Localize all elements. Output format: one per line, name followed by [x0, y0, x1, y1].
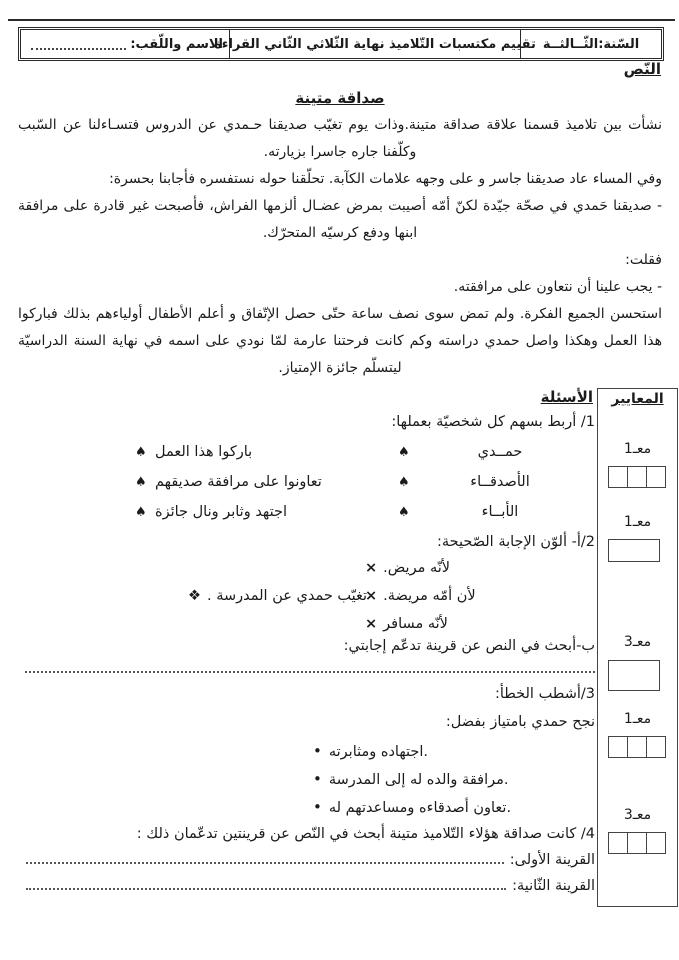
story-paragraph: - صديقنا حَمدي في صحّة جيّدة لكنّ أمّه أصيبت بمرض عضـال ألزمها الفراش، فأصبحت غير قادرة على مرافقة ابنها ودفع كرسيّه المتحرّك. — [18, 198, 662, 241]
score-cell — [647, 466, 666, 488]
criteria-label: معـ3 — [623, 634, 652, 650]
score-cell — [608, 832, 628, 854]
clue2-answer-line — [26, 878, 506, 890]
story-text — [18, 86, 662, 382]
q3-item — [313, 770, 509, 788]
q2-option — [365, 616, 448, 632]
score-cell — [608, 736, 628, 758]
q2a-label: 2/أ- ألوّن الإجابة الصّحيحة: — [436, 534, 595, 550]
clue2-label: القرينة الثّانية: — [512, 878, 595, 894]
criteria-score-box — [608, 736, 666, 758]
score-cell — [647, 736, 666, 758]
q1-label: 1/ أربط بسهم كل شخصيّة بعملها: — [391, 414, 595, 430]
bullet-icon: • — [313, 798, 322, 816]
story-title: صداقة متينة — [295, 89, 385, 107]
q2-option — [365, 588, 476, 604]
bullet-icon: • — [313, 742, 322, 760]
q3-item-text: تعاون أصدقاءه ومساعدتهم له. — [328, 800, 512, 816]
text-section-label: النّص — [623, 60, 661, 78]
match-row — [20, 504, 595, 530]
spade-icon: ♠ — [398, 475, 410, 490]
score-cell — [647, 832, 666, 854]
spade-icon: ♠ — [135, 505, 147, 520]
score-cell — [608, 539, 660, 562]
exam-title: تقييم مكتسبات التّلاميذ نهاية الثّلاثي الثّاني القراءة — [214, 36, 536, 52]
year-cell — [520, 30, 661, 58]
cross-icon: × — [365, 588, 378, 604]
q2-stem-text: تغيّب حمدي عن المدرسة . — [207, 588, 368, 604]
q2-option-text: لأن أمّه مريضة. — [383, 588, 476, 604]
cross-icon: × — [365, 616, 378, 632]
story-paragraph: استحسن الجميع الفكرة. ولم تمض سوى نصف ساعة حتّى حصل الإتّفاق و أعلم الأطفال أولياءهم بذلك فباركوا هذا العمل وهكذا واصل حمدي دراسته وكم كانت فرحتنا عارمة لمّا نودي على اسمه في نهاية السنة الدراسيّة ليتسلّم جائزة الإمتياز. — [18, 306, 662, 376]
criteria-column — [597, 388, 678, 907]
clue-row — [20, 878, 595, 894]
page-top-rule — [8, 19, 675, 21]
criteria-score-box — [608, 832, 666, 854]
name-blank-field — [31, 36, 126, 50]
q2-stem — [188, 588, 367, 604]
match-name: حمــدي — [477, 444, 523, 460]
q3-label: 3/أشطب الخطأ: — [494, 686, 595, 702]
q3-item-text: مرافقة والده له إلى المدرسة. — [328, 772, 509, 788]
score-cell — [628, 832, 647, 854]
q2b-label: ب-أبحث في النص عن قرينة تدعّم إجابتي: — [343, 638, 595, 654]
bullet-icon: • — [313, 770, 322, 788]
questions-header-label: الأسئلة — [540, 388, 593, 406]
score-cell — [628, 736, 647, 758]
q2-option-text: لأنّه مريض. — [383, 560, 451, 576]
criteria-score-box — [608, 660, 660, 691]
name-cell — [21, 30, 229, 58]
story-paragraph: وفي المساء عاد صديقنا جاسر و على وجهه علامات الكآبة. تحلّقنا حوله نستفسره فأجابنا بحسرة: — [109, 171, 662, 187]
score-cell — [608, 660, 660, 691]
score-cell — [608, 466, 628, 488]
match-answer: اجتهد وثابر ونال جائزة — [155, 504, 287, 520]
name-label: الاسم واللّقب: — [130, 36, 223, 52]
match-name: الأبــاء — [481, 504, 519, 520]
match-name: الأصدقــاء — [470, 474, 530, 490]
story-paragraph: - يجب علينا أن نتعاون على مرافقته. — [453, 279, 662, 295]
questions-area — [20, 388, 595, 908]
q3-item-text: اجتهاده ومثابرته. — [328, 744, 429, 760]
match-row — [20, 474, 595, 500]
year-label: السّنة:الثّــالثــة — [542, 36, 640, 52]
header-table — [18, 27, 664, 61]
criteria-score-box — [608, 539, 660, 562]
q2-option-text: لأنّه مسافر — [383, 616, 448, 632]
criteria-label: معـ3 — [623, 807, 652, 823]
spade-icon: ♠ — [135, 475, 147, 490]
q2b-answer-line — [25, 671, 595, 673]
q3-item — [313, 798, 511, 816]
q3-item — [313, 742, 428, 760]
score-cell — [628, 466, 647, 488]
criteria-header-label: المعايير — [611, 391, 664, 407]
clue1-answer-line — [26, 852, 504, 864]
q2-option — [365, 560, 450, 576]
clue-row — [20, 852, 595, 868]
exam-title-cell — [214, 30, 536, 58]
match-answer: تعاونوا على مرافقة صديقهم — [155, 474, 322, 490]
criteria-score-box — [608, 466, 666, 488]
criteria-label: معـ1 — [623, 514, 652, 530]
criteria-label: معـ1 — [623, 711, 652, 727]
match-answer: باركوا هذا العمل — [155, 444, 253, 460]
cross-icon: × — [365, 560, 378, 576]
story-paragraph: فقلت: — [625, 252, 662, 268]
spade-icon: ♠ — [135, 445, 147, 460]
spade-icon: ♠ — [398, 505, 410, 520]
story-paragraph: نشأت بين تلاميذ قسمنا علاقة صداقة متينة.وذات يوم تغيّب صديقنا حـمدي عن الدروس فتسـاءلنا عن السّبب وكلّفنا جاره جاسرا بزيارته. — [18, 117, 662, 160]
diamond-icon: ❖ — [188, 588, 201, 604]
criteria-label: معـ1 — [623, 441, 652, 457]
q4-label: 4/ كانت صداقة هؤلاء التّلاميذ متينة أبحث في النّص عن قرينتين تدعّمان ذلك : — [136, 826, 595, 842]
match-row — [20, 444, 595, 470]
clue1-label: القرينة الأولى: — [509, 852, 595, 868]
spade-icon: ♠ — [398, 445, 410, 460]
q3-stem: نجح حمدي بامتياز بفضل: — [445, 714, 595, 730]
